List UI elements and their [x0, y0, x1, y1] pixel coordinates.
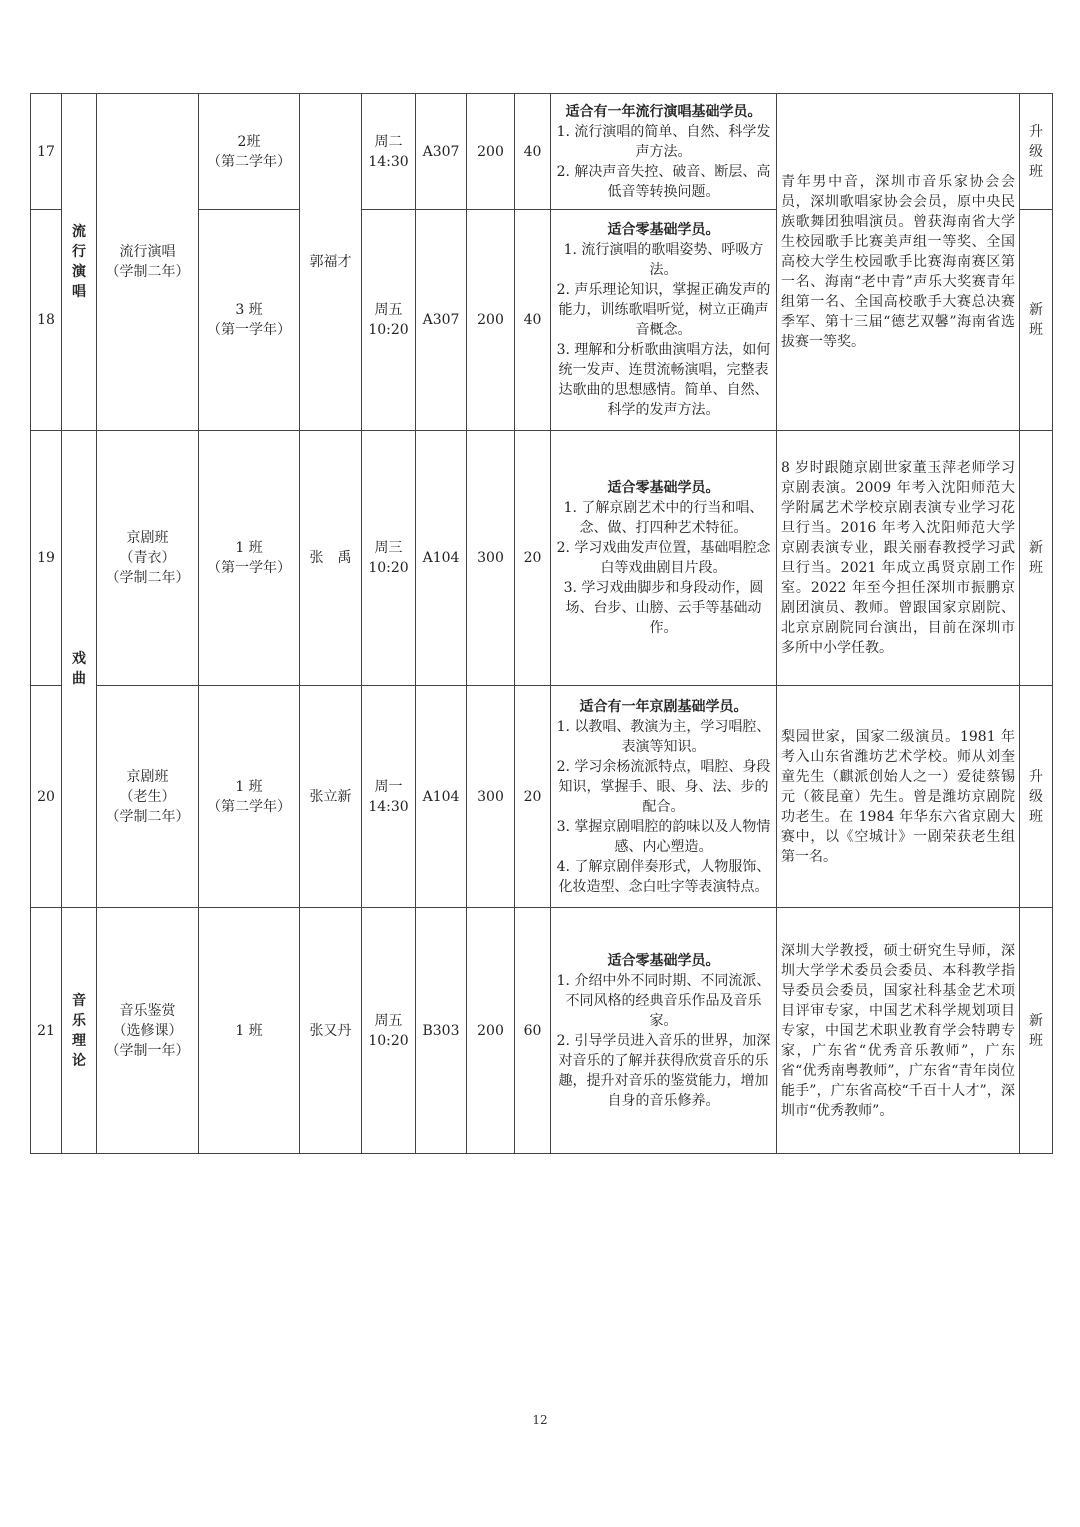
class-time: 周五 10:20 — [362, 210, 416, 431]
table-row — [31, 686, 1053, 908]
class-time: 周一 14:30 — [362, 686, 416, 908]
row-number: 21 — [31, 908, 62, 1154]
capacity: 60 — [515, 908, 551, 1154]
course-table — [30, 93, 1053, 1154]
course-content: 适合有一年京剧基础学员。 1. 以教唱、教演为主，学习唱腔、表演等知识。 2. 学习余杨流派特点，唱腔、身段知识，掌握手、眼、身、法、步的配合。 3. 掌握京剧唱腔的韵味以及人物情感、内心塑造。 4. 了解京剧伴奏形式，人物服饰、化妆造型、念白吐字等表演特点。 — [551, 686, 777, 908]
class-name: 1 班 （第一学年） — [199, 431, 300, 686]
row-number: 19 — [31, 431, 62, 686]
classroom: A104 — [416, 686, 467, 908]
category-pop: 流 行 演 唱 — [62, 94, 97, 431]
row-number: 17 — [31, 94, 62, 210]
table-row — [31, 908, 1053, 1154]
fee: 200 — [467, 908, 515, 1154]
classroom: A307 — [416, 94, 467, 210]
course-content: 适合有一年流行演唱基础学员。 1. 流行演唱的简单、自然、科学发声方法。 2. 解决声音失控、破音、断层、高低音等转换问题。 — [551, 94, 777, 210]
teacher-name: 张又丹 — [300, 908, 362, 1154]
capacity: 20 — [515, 686, 551, 908]
teacher-name: 郭福才 — [300, 94, 362, 431]
class-name: 1 班 — [199, 908, 300, 1154]
class-status: 升 级 班 — [1020, 686, 1053, 908]
class-name: 2班 （第二学年） — [199, 94, 300, 210]
class-status: 新 班 — [1020, 431, 1053, 686]
fee: 200 — [467, 94, 515, 210]
fee: 300 — [467, 686, 515, 908]
teacher-bio: 8 岁时跟随京剧世家董玉萍老师学习京剧表演。2009 年考入沈阳师范大学附属艺术学校京剧表演专业学习花旦行当。2016 年考入沈阳师范大学京剧表演专业，跟关丽春教授学习武旦行当。2021 年成立禹贤京剧工作室。2022 年至今担任深圳市振鹏京剧团演员、教师。曾跟国家京剧院、北京京剧院同台演出，目前在深圳市多所中小学任教。 — [777, 431, 1020, 686]
capacity: 20 — [515, 431, 551, 686]
capacity: 40 — [515, 210, 551, 431]
fee: 300 — [467, 431, 515, 686]
table-row — [31, 431, 1053, 686]
teacher-bio: 青年男中音，深圳市音乐家协会会员，深圳歌唱家协会会员，原中央民族歌舞团独唱演员。曾获海南省大学生校园歌手比赛美声组一等奖、全国高校大学生校园歌手比赛海南赛区第一名、海南“老中青”声乐大奖赛青年组第一名、全国高校歌手大赛总决赛季军、第十三届“德艺双馨”海南省选拔赛一等奖。 — [777, 94, 1020, 431]
class-status: 新 班 — [1020, 210, 1053, 431]
class-status: 升 级 班 — [1020, 94, 1053, 210]
page-number: 12 — [532, 1413, 548, 1427]
course-name: 音乐鉴赏 （选修课） （学制一年） — [97, 908, 199, 1154]
course-name: 京剧班 （青衣） （学制二年） — [97, 431, 199, 686]
table-row — [31, 94, 1053, 210]
row-number: 20 — [31, 686, 62, 908]
category-music-theory: 音 乐 理 论 — [62, 908, 97, 1154]
teacher-bio: 深圳大学教授，硕士研究生导师，深圳大学学术委员会委员、本科教学指导委员会委员，国家社科基金艺术项目评审专家，中国艺术科学规划项目专家，中国艺术职业教育学会特聘专家，广东省“优秀音乐教师”，广东省“优秀南粤教师”，广东省“青年岗位能手”，广东省高校“千百十人才”，深圳市“优秀教师”。 — [777, 908, 1020, 1154]
fee: 200 — [467, 210, 515, 431]
class-time: 周二 14:30 — [362, 94, 416, 210]
course-content: 适合零基础学员。 1. 流行演唱的歌唱姿势、呼吸方法。 2. 声乐理论知识，掌握正确发声的能力，训练歌唱听觉，树立正确声音概念。 3. 理解和分析歌曲演唱方法，如何统一发声、连贯流畅演唱，完整表达歌曲的思想感情。简单、自然、科学的发声方法。 — [551, 210, 777, 431]
row-number: 18 — [31, 210, 62, 431]
teacher-bio: 梨园世家，国家二级演员。1981 年考入山东省潍坊艺术学校。师从刘奎童先生（麒派创始人之一）爱徒蔡锡元（筱昆童）先生。曾是潍坊京剧院功老生。在 1984 年华东六省京剧大赛中，以《空城计》一剧荣获老生组第一名。 — [777, 686, 1020, 908]
class-name: 1 班 （第二学年） — [199, 686, 300, 908]
class-time: 周三 10:20 — [362, 431, 416, 686]
course-content: 适合零基础学员。 1. 了解京剧艺术中的行当和唱、念、做、打四种艺术特征。 2. 学习戏曲发声位置，基础唱腔念白等戏曲剧目片段。 3. 学习戏曲脚步和身段动作，圆场、台步、山膀、云手等基础动作。 — [551, 431, 777, 686]
capacity: 40 — [515, 94, 551, 210]
classroom: A104 — [416, 431, 467, 686]
teacher-name: 张 禹 — [300, 431, 362, 686]
teacher-name: 张立新 — [300, 686, 362, 908]
class-time: 周五 10:20 — [362, 908, 416, 1154]
class-name: 3 班 （第一学年） — [199, 210, 300, 431]
classroom: A307 — [416, 210, 467, 431]
category-opera: 戏 曲 — [62, 431, 97, 908]
course-name: 京剧班 （老生） （学制二年） — [97, 686, 199, 908]
course-name: 流行演唱 （学制二年） — [97, 94, 199, 431]
course-content: 适合零基础学员。 1. 介绍中外不同时期、不同流派、不同风格的经典音乐作品及音乐家。 2. 引导学员进入音乐的世界，加深对音乐的了解并获得欣赏音乐的乐趣，提升对音乐的鉴赏能力，增加自身的音乐修养。 — [551, 908, 777, 1154]
classroom: B303 — [416, 908, 467, 1154]
class-status: 新 班 — [1020, 908, 1053, 1154]
